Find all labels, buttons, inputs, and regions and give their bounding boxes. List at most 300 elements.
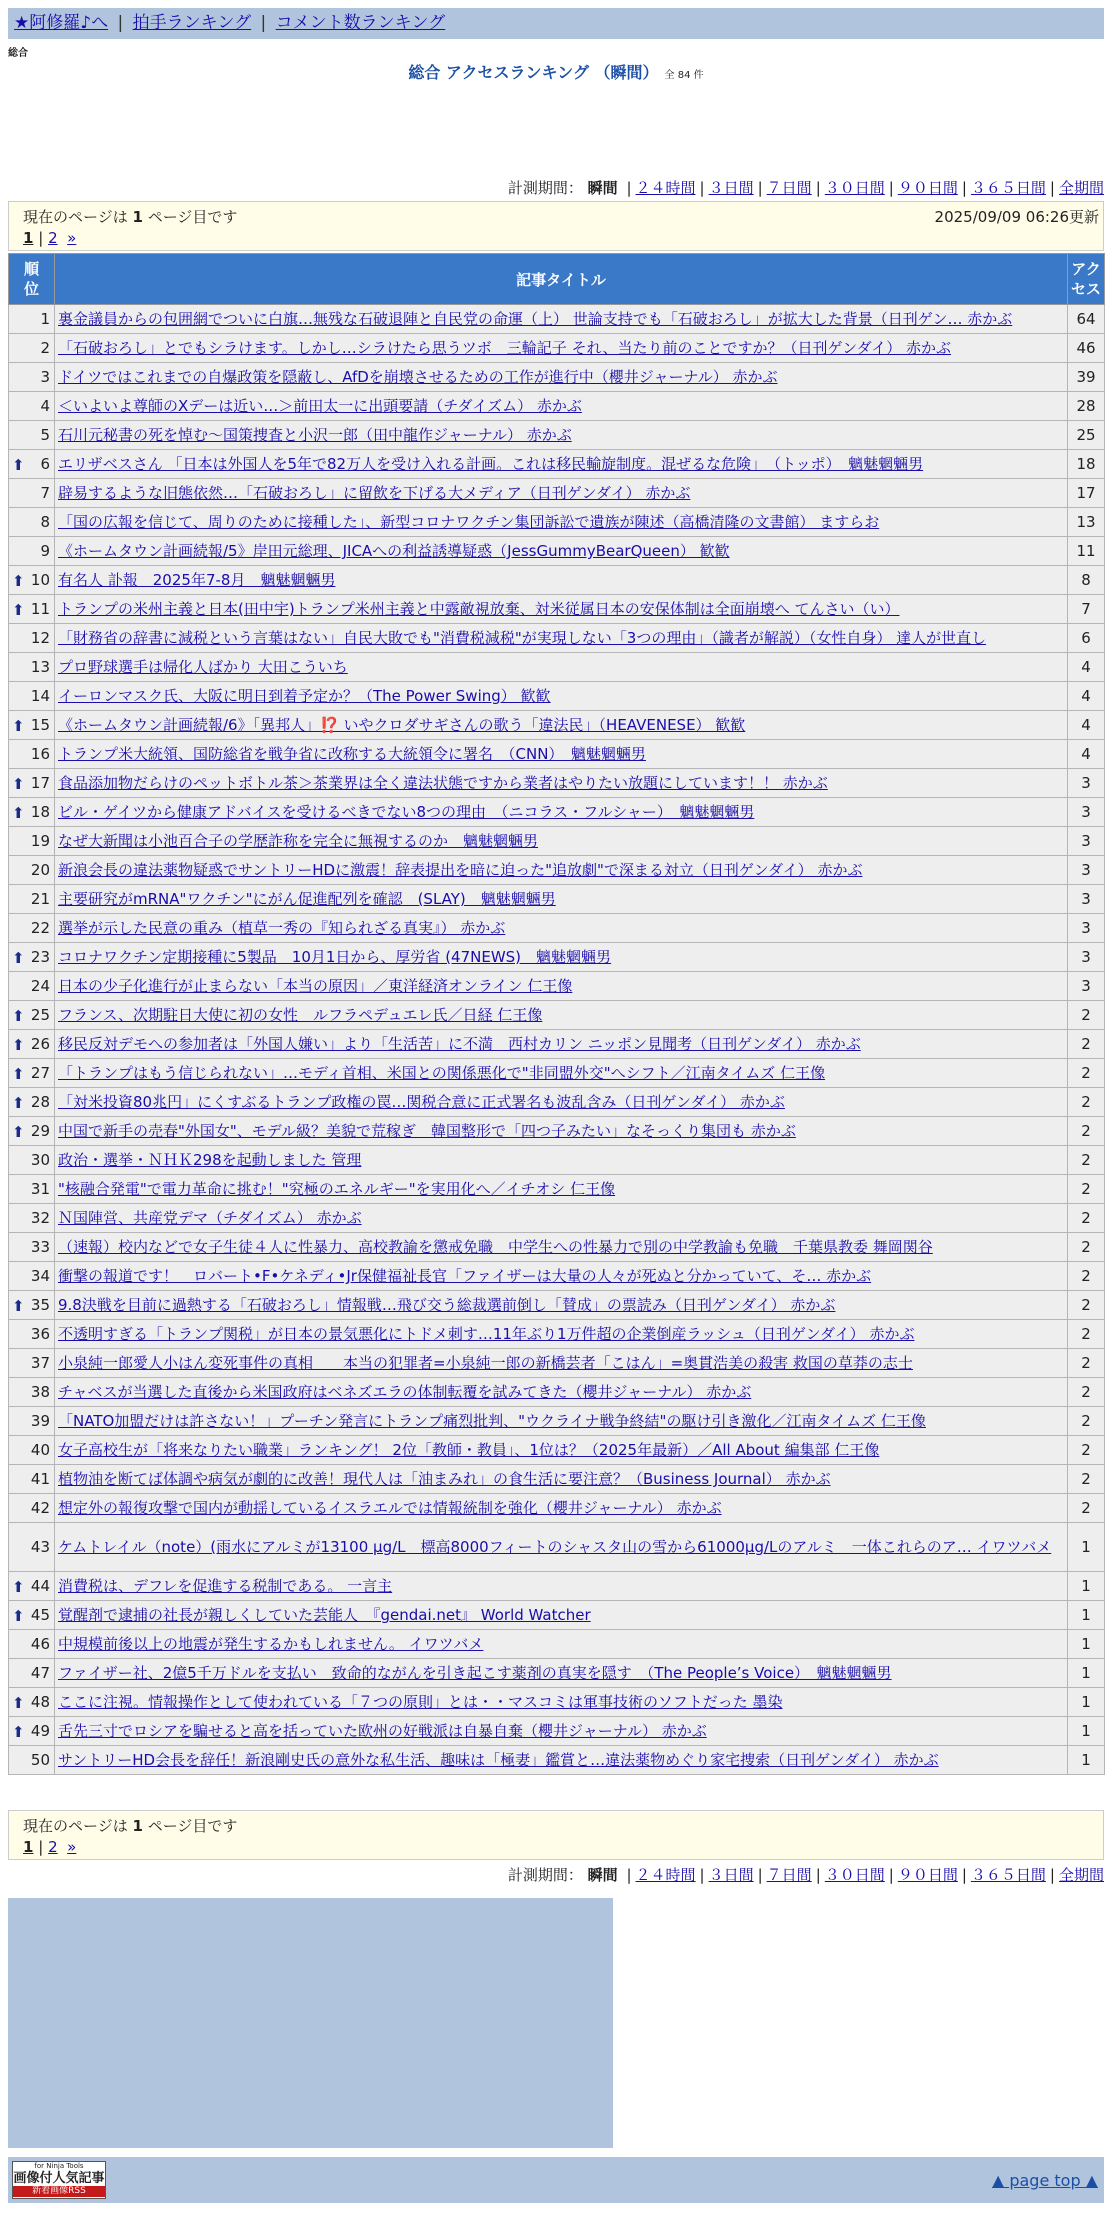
rank-number: 48 xyxy=(30,1693,50,1711)
rank-number: 21 xyxy=(30,890,50,908)
title-cell xyxy=(55,1465,1068,1494)
access-count: 4 xyxy=(1068,711,1105,740)
table-row xyxy=(9,1146,1105,1175)
period-label: 計測期間： xyxy=(507,179,583,197)
title-cell xyxy=(55,537,1068,566)
logo-line2: 画像付人気記事 xyxy=(13,2171,105,2186)
ranking-table xyxy=(8,253,1105,1775)
period-link[interactable]: ３６５日間 xyxy=(970,1866,1046,1884)
access-count: 8 xyxy=(1068,566,1105,595)
article-title-link[interactable]: 新浪会長の違法薬物疑惑でサントリーHDに激震！辞表提出を暗に迫った"追放劇"で深まる対立（日刊ゲンダイ） 赤かぶ xyxy=(58,861,863,879)
title-cell xyxy=(55,856,1068,885)
rank-cell xyxy=(9,1204,55,1233)
access-count: 4 xyxy=(1068,653,1105,682)
title-cell xyxy=(55,682,1068,711)
access-count: 2 xyxy=(1068,1378,1105,1407)
access-count: 3 xyxy=(1068,856,1105,885)
access-count: 18 xyxy=(1068,450,1105,479)
access-count: 2 xyxy=(1068,1320,1105,1349)
table-row xyxy=(9,450,1105,479)
rank-number: 3 xyxy=(40,368,50,386)
article-title-link[interactable]: 「石破おろし」とでもシラけます。しかし…シラけたら思うツボ 三輪記子 それ、当たり前のことですか？（日刊ゲンダイ） 赤かぶ xyxy=(58,339,952,357)
logo-line1: for Ninja Tools xyxy=(34,2162,84,2170)
period-separator: | xyxy=(699,179,705,197)
page-separator: | xyxy=(38,1838,44,1856)
top-nav-bar xyxy=(8,8,1104,39)
arrow-up-icon: ⬆ xyxy=(12,1123,25,1141)
table-row xyxy=(9,682,1105,711)
title-cell xyxy=(55,1407,1068,1436)
rank-cell xyxy=(9,856,55,885)
table-row xyxy=(9,566,1105,595)
rank-cell xyxy=(9,1030,55,1059)
access-count: 3 xyxy=(1068,798,1105,827)
article-title-link[interactable]: 「対米投資80兆円」にくすぶるトランプ政権の罠…関税合意に正式署名も波乱含み（日刊ゲンダイ） 赤かぶ xyxy=(58,1093,785,1111)
article-title-link[interactable]: ファイザー社、2億5千万ドルを支払い 致命的ながんを引き起こす薬剤の真実を隠す （The People’s Voice） 魑魅魍魎男 xyxy=(58,1664,892,1682)
rank-cell xyxy=(9,1572,55,1601)
rank-cell xyxy=(9,740,55,769)
table-row xyxy=(9,1291,1105,1320)
access-count: 1 xyxy=(1068,1688,1105,1717)
article-title-link[interactable]: 覚醒剤で逮捕の社長が親しくしていた芸能人 『gendai.net』 World Watcher xyxy=(58,1606,591,1624)
title-cell xyxy=(55,1262,1068,1291)
table-row xyxy=(9,1262,1105,1291)
rank-number: 47 xyxy=(30,1664,50,1682)
table-row xyxy=(9,508,1105,537)
title-cell xyxy=(55,1059,1068,1088)
page-link-current: 1 xyxy=(23,229,34,247)
access-count: 1 xyxy=(1068,1717,1105,1746)
table-row xyxy=(9,537,1105,566)
paging-box-top xyxy=(8,201,1104,251)
arrow-up-icon: ⬆ xyxy=(12,775,25,793)
title-cell xyxy=(55,1233,1068,1262)
period-separator: | xyxy=(626,179,632,197)
article-title-link[interactable]: トランプの米州主義と日本(田中宇)トランプ米州主義と中露敵視放棄、対米従属日本の安保体制は全面崩壊へ てんさい（い） xyxy=(58,600,900,618)
title-cell xyxy=(55,450,1068,479)
rank-number: 32 xyxy=(30,1209,50,1227)
rank-cell xyxy=(9,566,55,595)
period-separator: | xyxy=(815,179,821,197)
article-title-link[interactable]: イーロンマスク氏、大阪に明日到着予定か？（The Power Swing） 歓歓 xyxy=(58,687,551,705)
rank-cell xyxy=(9,1407,55,1436)
access-count: 2 xyxy=(1068,1465,1105,1494)
rank-number: 27 xyxy=(30,1064,50,1082)
access-count: 2 xyxy=(1068,1059,1105,1088)
rank-number: 5 xyxy=(40,426,50,444)
table-row xyxy=(9,914,1105,943)
title-cell xyxy=(55,1630,1068,1659)
period-link[interactable]: ７日間 xyxy=(766,179,812,197)
rank-number: 37 xyxy=(30,1354,50,1372)
rank-number: 6 xyxy=(40,455,50,473)
rank-cell xyxy=(9,1059,55,1088)
access-count: 2 xyxy=(1068,1204,1105,1233)
period-link[interactable]: ９０日間 xyxy=(897,1866,958,1884)
table-row xyxy=(9,1378,1105,1407)
article-title-link[interactable]: 植物油を断てば体調や病気が劇的に改善！現代人は「油まみれ」の食生活に要注意？（Business Journal） 赤かぶ xyxy=(58,1470,831,1488)
rank-number: 16 xyxy=(30,745,50,763)
page-link-current: 1 xyxy=(23,1838,34,1856)
arrow-up-icon: ⬆ xyxy=(12,1036,25,1054)
title-cell xyxy=(55,653,1068,682)
article-title-link[interactable]: 選挙が示した民意の重み（植草一秀の『知られざる真実』） 赤かぶ xyxy=(58,919,506,937)
rank-number: 36 xyxy=(30,1325,50,1343)
period-separator: | xyxy=(961,1866,967,1884)
table-row xyxy=(9,1204,1105,1233)
current-page-number: 1 xyxy=(132,208,143,226)
table-row xyxy=(9,479,1105,508)
article-title-link[interactable]: なぜ大新聞は小池百合子の学歴詐称を完全に無視するのか 魑魅魍魎男 xyxy=(58,832,539,850)
rank-number: 50 xyxy=(30,1751,50,1769)
table-row xyxy=(9,653,1105,682)
table-row xyxy=(9,1001,1105,1030)
access-count: 6 xyxy=(1068,624,1105,653)
rank-number: 10 xyxy=(30,571,50,589)
table-row xyxy=(9,1688,1105,1717)
rank-cell xyxy=(9,711,55,740)
period-link[interactable]: ３０日間 xyxy=(824,1866,885,1884)
rank-cell xyxy=(9,421,55,450)
arrow-up-icon: ⬆ xyxy=(12,1578,25,1596)
table-row xyxy=(9,1717,1105,1746)
rank-cell xyxy=(9,392,55,421)
table-row xyxy=(9,827,1105,856)
period-label: 計測期間： xyxy=(507,1866,583,1884)
arrow-up-icon: ⬆ xyxy=(12,1007,25,1025)
rank-cell xyxy=(9,1175,55,1204)
period-link[interactable]: ３日間 xyxy=(708,179,754,197)
title-cell xyxy=(55,943,1068,972)
table-row xyxy=(9,1630,1105,1659)
table-row xyxy=(9,885,1105,914)
clap-ranking-link[interactable]: 拍手ランキング xyxy=(132,13,252,33)
article-title-link[interactable]: （速報）校内などで女子生徒４人に性暴力、高校教諭を懲戒免職 中学生への性暴力で別の中学教諭も免職 千葉県教委 舞岡関谷 xyxy=(58,1238,933,1256)
title-cell xyxy=(55,334,1068,363)
table-row xyxy=(9,711,1105,740)
access-count: 1 xyxy=(1068,1630,1105,1659)
rank-cell xyxy=(9,1349,55,1378)
title-cell xyxy=(55,1175,1068,1204)
footer-bar xyxy=(8,2157,1104,2203)
rank-number: 33 xyxy=(30,1238,50,1256)
access-count: 2 xyxy=(1068,1436,1105,1465)
current-page-number: 1 xyxy=(132,1817,143,1835)
article-title-link[interactable]: 中規模前後以上の地震が発生するかもしれません。 イワツバメ xyxy=(58,1635,484,1653)
article-title-link[interactable]: 衝撃の報道です！ ロバート•F•ケネディ•Jr保健福祉長官「ファイザーは大量の人々が死ぬと分かっていて、そ… 赤かぶ xyxy=(58,1267,872,1285)
article-title-link[interactable]: Ｎ国陣営、共産党デマ（チダイズム） 赤かぶ xyxy=(58,1209,362,1227)
access-count: 3 xyxy=(1068,972,1105,1001)
rank-number: 9 xyxy=(40,542,50,560)
arrow-up-icon: ⬆ xyxy=(12,1694,25,1712)
arrow-up-icon: ⬆ xyxy=(12,456,25,474)
rank-number: 24 xyxy=(30,977,50,995)
table-row xyxy=(9,1088,1105,1117)
article-title-link[interactable]: トランプ米大統領、国防総省を戦争省に改称する大統領令に署名 （CNN） 魑魅魍魎男 xyxy=(58,745,646,763)
title-cell xyxy=(55,1030,1068,1059)
title-cell xyxy=(55,1572,1068,1601)
table-row xyxy=(9,1175,1105,1204)
period-link[interactable]: ２４時間 xyxy=(635,1866,696,1884)
title-cell xyxy=(55,1746,1068,1775)
access-count: 2 xyxy=(1068,1233,1105,1262)
rank-cell xyxy=(9,914,55,943)
table-row xyxy=(9,363,1105,392)
article-title-link[interactable]: ここに注視。情報操作として使われている「７つの原則」とは・・マスコミは軍事技術のソフトだった 墨染 xyxy=(58,1693,783,1711)
period-link[interactable]: ７日間 xyxy=(766,1866,812,1884)
rank-cell xyxy=(9,653,55,682)
article-title-link[interactable]: エリザベスさん 「日本は外国人を5年で82万人を受け入れる計画。これは移民輸旋制度。混ぜるな危険」 （トッポ） 魑魅魍魎男 xyxy=(58,455,924,473)
table-header-row xyxy=(9,254,1105,305)
rank-number: 29 xyxy=(30,1122,50,1140)
rank-cell xyxy=(9,1717,55,1746)
comment-ranking-link[interactable]: コメント数ランキング xyxy=(275,13,446,33)
table-row xyxy=(9,856,1105,885)
access-count: 2 xyxy=(1068,1494,1105,1523)
rank-number: 34 xyxy=(30,1267,50,1285)
rank-cell xyxy=(9,1001,55,1030)
arrow-up-icon: ⬆ xyxy=(12,804,25,822)
table-row xyxy=(9,392,1105,421)
article-title-link[interactable]: 小泉純一郎愛人小はん変死事件の真相 本当の犯罪者=小泉純一郎の新橋芸者「こはん」=奥貫浩美の殺害 救国の草莽の志士 xyxy=(58,1354,913,1372)
period-selector-top xyxy=(508,177,1104,198)
next-page-link[interactable]: » xyxy=(67,229,77,247)
access-count: 3 xyxy=(1068,943,1105,972)
access-count: 2 xyxy=(1068,1001,1105,1030)
rank-number: 28 xyxy=(30,1093,50,1111)
article-title-link[interactable]: フランス、次期駐日大使に初の女性 ルフラペデュエレ氏／日経 仁王像 xyxy=(58,1006,543,1024)
table-row xyxy=(9,1523,1105,1572)
rank-cell xyxy=(9,508,55,537)
title-cell xyxy=(55,798,1068,827)
table-row xyxy=(9,1233,1105,1262)
title-cell xyxy=(55,421,1068,450)
rank-cell xyxy=(9,798,55,827)
rank-number: 20 xyxy=(30,861,50,879)
title-cell xyxy=(55,1688,1068,1717)
rank-number: 19 xyxy=(30,832,50,850)
rank-cell xyxy=(9,1465,55,1494)
title-cell xyxy=(55,508,1068,537)
rank-number: 41 xyxy=(30,1470,50,1488)
period-link[interactable]: 全期間 xyxy=(1058,179,1104,197)
article-title-link[interactable]: 9.8決戦を目前に過熱する「石破おろし」情報戦…飛び交う総裁選前倒し「賛成」の票読み（日刊ゲンダイ） 赤かぶ xyxy=(58,1296,836,1314)
table-row xyxy=(9,1117,1105,1146)
access-count: 2 xyxy=(1068,1262,1105,1291)
rank-cell xyxy=(9,972,55,1001)
rank-cell xyxy=(9,1262,55,1291)
rank-cell xyxy=(9,1601,55,1630)
title-cell xyxy=(55,624,1068,653)
paging-box-bottom xyxy=(8,1810,1104,1860)
period-separator: | xyxy=(757,179,763,197)
rank-cell xyxy=(9,1630,55,1659)
article-title-link[interactable]: 想定外の報復攻撃で国内が動揺しているイスラエルでは情報統制を強化（櫻井ジャーナル） 赤かぶ xyxy=(58,1499,722,1517)
article-title-link[interactable]: 石川元秘書の死を悼む～国策捜査と小沢一郎（田中龍作ジャーナル） 赤かぶ xyxy=(58,426,572,444)
rank-cell xyxy=(9,537,55,566)
article-title-link[interactable]: 「財務省の辞書に減税という言葉はない」自民大敗でも"消費税減税"が実現しない「3つの理由」（識者が解説）（女性自身） 達人が世直し xyxy=(58,629,987,647)
article-title-link[interactable]: 「NATO加盟だけは許さない！」プーチン発言にトランプ痛烈批判、"ウクライナ戦争終結"の駆け引き激化／江南タイムズ 仁王像 xyxy=(58,1412,926,1430)
access-count: 3 xyxy=(1068,885,1105,914)
home-link[interactable]: ★阿修羅♪へ xyxy=(14,13,109,33)
next-page-link[interactable]: » xyxy=(67,1838,77,1856)
article-title-link[interactable]: 裏金議員からの包囲網でついに白旗…無残な石破退陣と自民党の命運（上） 世論支持でも「石破おろし」が拡大した背景（日刊ゲン… 赤かぶ xyxy=(58,310,1013,328)
table-row xyxy=(9,1320,1105,1349)
table-row xyxy=(9,1659,1105,1688)
title-cell xyxy=(55,1378,1068,1407)
rank-number: 22 xyxy=(30,919,50,937)
title-cell xyxy=(55,769,1068,798)
period-links xyxy=(622,179,1104,197)
ranking-table-body xyxy=(9,305,1105,1775)
article-title-link[interactable]: 主要研究がmRNA"ワクチン"にがん促進配列を確認 (SLAY) 魑魅魍魎男 xyxy=(58,890,556,908)
table-row xyxy=(9,421,1105,450)
rank-number: 14 xyxy=(30,687,50,705)
article-title-link[interactable]: 中国で新手の売春"外国女"、モデル級？美貌で荒稼ぎ 韓国整形で「四つ子みたい」なそっくり集団も 赤かぶ xyxy=(58,1122,796,1140)
rank-number: 49 xyxy=(30,1722,50,1740)
rank-number: 13 xyxy=(30,658,50,676)
rank-cell xyxy=(9,682,55,711)
title-cell xyxy=(55,1088,1068,1117)
title-cell xyxy=(55,1001,1068,1030)
article-title-link[interactable]: 移民反対デモへの参加者は「外国人嫌い」より「生活苦」に不満 西村カリン ニッポン見聞考（日刊ゲンダイ） 赤かぶ xyxy=(58,1035,861,1053)
arrow-up-icon: ⬆ xyxy=(12,601,25,619)
rank-cell xyxy=(9,1320,55,1349)
rank-cell xyxy=(9,1688,55,1717)
title-cell xyxy=(55,1117,1068,1146)
access-count: 2 xyxy=(1068,1349,1105,1378)
table-row xyxy=(9,1349,1105,1378)
article-title-link[interactable]: チャベスが当選した直後から米国政府はベネズエラの体制転覆を試みてきた（櫻井ジャーナル） 赤かぶ xyxy=(58,1383,752,1401)
arrow-up-icon: ⬆ xyxy=(12,717,25,735)
article-title-link[interactable]: ドイツではこれまでの自爆政策を隠蔽し、AfDを崩壊させるための工作が進行中（櫻井ジャーナル） 赤かぶ xyxy=(58,368,778,386)
arrow-up-icon: ⬆ xyxy=(12,1607,25,1625)
article-title-link[interactable]: ビル・ゲイツから健康アドバイスを受けるべきでない8つの理由 （ニコラス・フルシャー） 魑魅魍魎男 xyxy=(58,803,755,821)
title-cell xyxy=(55,1291,1068,1320)
article-title-link[interactable]: 「トランプはもう信じられない」…モディ首相、米国との関係悪化で"非同盟外交"へシフト／江南タイムズ 仁王像 xyxy=(58,1064,826,1082)
rank-number: 39 xyxy=(30,1412,50,1430)
article-title-link[interactable]: ＜いよいよ尊師のXデーは近い…＞前田太一に出頭要請（チダイズム） 赤かぶ xyxy=(58,397,582,415)
article-title-link[interactable]: コロナワクチン定期接種に5製品 10月1日から、厚労省 (47NEWS) 魑魅魍魎男 xyxy=(58,948,612,966)
rank-cell xyxy=(9,1378,55,1407)
title-cell xyxy=(55,479,1068,508)
access-count: 2 xyxy=(1068,1146,1105,1175)
rank-cell xyxy=(9,1117,55,1146)
title-cell xyxy=(55,566,1068,595)
period-separator: | xyxy=(1049,1866,1055,1884)
rank-cell xyxy=(9,769,55,798)
access-count: 64 xyxy=(1068,305,1105,334)
ad-area xyxy=(8,1898,613,2148)
rank-cell xyxy=(9,1436,55,1465)
table-row xyxy=(9,972,1105,1001)
arrow-up-icon: ⬆ xyxy=(12,1065,25,1083)
period-link[interactable]: ２４時間 xyxy=(635,179,696,197)
rank-cell xyxy=(9,479,55,508)
page-links xyxy=(23,1838,1089,1856)
table-row xyxy=(9,943,1105,972)
title-cell xyxy=(55,1320,1068,1349)
rank-cell xyxy=(9,1088,55,1117)
access-count: 2 xyxy=(1068,1030,1105,1059)
arrow-up-icon: ⬆ xyxy=(12,949,25,967)
period-link[interactable]: 全期間 xyxy=(1058,1866,1104,1884)
title-cell xyxy=(55,1523,1068,1572)
article-title-link[interactable]: 「国の広報を信じて、周りのために接種した」、新型コロナワクチン集団訴訟で遺族が陳述（高橋清隆の文書館） ますらお xyxy=(58,513,880,531)
page-top-link[interactable]: ▲ page top ▲ xyxy=(991,2171,1098,2190)
rank-cell xyxy=(9,595,55,624)
access-count: 2 xyxy=(1068,1117,1105,1146)
article-title-link[interactable]: 不透明すぎる「トランプ関税」が日本の景気悪化にトドメ刺す…11年ぶり1万件超の企業倒産ラッシュ（日刊ゲンダイ） 赤かぶ xyxy=(58,1325,915,1343)
rank-number: 46 xyxy=(30,1635,50,1653)
article-title-link[interactable]: 政治・選挙・ＮＨＫ298を起動しました 管理 xyxy=(58,1151,362,1169)
rank-number: 2 xyxy=(40,339,50,357)
title-cell xyxy=(55,972,1068,1001)
period-link[interactable]: ３６５日間 xyxy=(970,179,1046,197)
page-title-text: 総合 アクセスランキング （瞬間） xyxy=(408,63,659,82)
period-link[interactable]: ９０日間 xyxy=(897,179,958,197)
period-current: 瞬間 xyxy=(587,1866,618,1884)
article-title-link[interactable]: 舌先三寸でロシアを騙せると高を括っていた欧州の好戦派は自暴自棄（櫻井ジャーナル） 赤かぶ xyxy=(58,1722,707,1740)
article-title-link[interactable]: 有名人 訃報 2025年7-8月 魑魅魍魎男 xyxy=(58,571,336,589)
title-cell xyxy=(55,914,1068,943)
article-title-link[interactable]: サントリーHD会長を辞任！新浪剛史氏の意外な私生活、趣味は「極妻」鑑賞と…違法薬物めぐり家宅捜索（日刊ゲンダイ） 赤かぶ xyxy=(58,1751,939,1769)
access-count: 1 xyxy=(1068,1659,1105,1688)
period-separator: | xyxy=(888,179,894,197)
article-title-link[interactable]: プロ野球選手は帰化人ばかり 大田こういち xyxy=(58,658,348,676)
period-current: 瞬間 xyxy=(587,179,618,197)
rank-cell xyxy=(9,1291,55,1320)
title-cell xyxy=(55,1204,1068,1233)
period-link[interactable]: ３０日間 xyxy=(824,179,885,197)
article-title-link[interactable]: 《ホームタウン計画続報/6》「異邦人」⁉️ いやクロダサギさんの歌う「違法民」（HEAVENESE） 歓歓 xyxy=(58,716,746,734)
article-title-link[interactable]: 《ホームタウン計画続報/5》岸田元総理、JICAへの利益誘導疑惑（JessGummyBearQueen） 歓歓 xyxy=(58,542,730,560)
table-row xyxy=(9,334,1105,363)
table-row xyxy=(9,1572,1105,1601)
access-count: 28 xyxy=(1068,392,1105,421)
title-cell xyxy=(55,363,1068,392)
title-cell xyxy=(55,740,1068,769)
rank-number: 7 xyxy=(40,484,50,502)
page-link-2[interactable]: 2 xyxy=(48,229,58,247)
page-title xyxy=(0,60,1112,83)
article-title-link[interactable]: 消費税は、デフレを促進する税制である。 一言主 xyxy=(58,1577,393,1595)
article-title-link[interactable]: 辟易するような旧態依然…「石破おろし」に留飲を下げる大メディア（日刊ゲンダイ） 赤かぶ xyxy=(58,484,691,502)
rank-number: 44 xyxy=(30,1577,50,1595)
access-count: 25 xyxy=(1068,421,1105,450)
article-title-link[interactable]: 食品添加物だらけのペットボトル茶＞茶業界は全く違法状態ですから業者はやりたい放題にしています！！ 赤かぶ xyxy=(58,774,828,792)
table-row xyxy=(9,1465,1105,1494)
header-access-label: アクセス xyxy=(1070,260,1101,298)
table-row xyxy=(9,1436,1105,1465)
table-row xyxy=(9,1030,1105,1059)
access-count: 39 xyxy=(1068,363,1105,392)
access-count: 11 xyxy=(1068,537,1105,566)
logo-line3: 新着画像RSS xyxy=(13,2186,105,2197)
period-link[interactable]: ３日間 xyxy=(708,1866,754,1884)
title-cell xyxy=(55,711,1068,740)
ninja-tools-logo[interactable] xyxy=(12,2161,106,2199)
access-count: 2 xyxy=(1068,1407,1105,1436)
article-title-link[interactable]: "核融合発電"で電力革命に挑む！"究極のエネルギー"を実用化へ／イチオシ 仁王像 xyxy=(58,1180,616,1198)
access-count: 13 xyxy=(1068,508,1105,537)
article-title-link[interactable]: 日本の少子化進行が止まらない「本当の原因」／東洋経済オンライン 仁王像 xyxy=(58,977,573,995)
page-link-2[interactable]: 2 xyxy=(48,1838,58,1856)
article-title-link[interactable]: 女子高校生が「将来なりたい職業」ランキング！ 2位「教師・教員」、1位は？（2025年最新）／All About 編集部 仁王像 xyxy=(58,1441,880,1459)
article-title-link[interactable]: ケムトレイル（note）(雨水にアルミが13100 μg/L 標高8000フィートのシャスタ山の雪から61000μg/Lのアルミ 一体これらのア… イワツバメ xyxy=(58,1538,1052,1556)
rank-number: 18 xyxy=(30,803,50,821)
arrow-up-icon: ⬆ xyxy=(12,572,25,590)
